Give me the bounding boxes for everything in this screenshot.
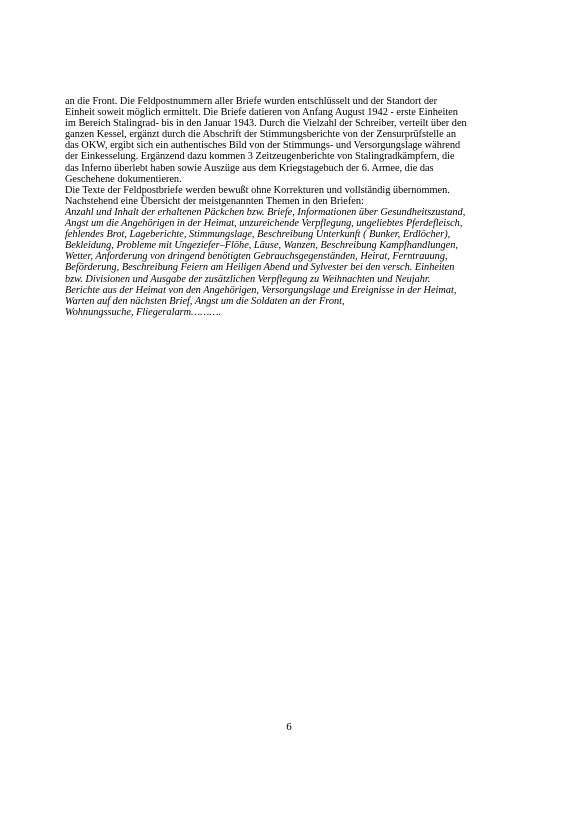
text-line: Einheit soweit möglich ermittelt. Die Briefe datieren von Anfang August 1942 - erste Einheiten: [65, 107, 458, 119]
topic-line: Wetter, Anforderung von dringend benötigten Gebrauchsgegenständen, Heirat, Ferntrauung,: [65, 251, 448, 263]
topic-line: Bekleidung, Probleme mit Ungeziefer–Flöhe, Läuse, Wanzen, Beschreibung Kampfhandlungen,: [65, 240, 458, 252]
topic-line: Angst um die Angehörigen in der Heimat, unzureichende Verpflegung, ungeliebtes Pferdefleisch,: [65, 218, 463, 230]
text-line: an die Front. Die Feldpostnummern aller Briefe wurden entschlüsselt und der Standort der: [65, 96, 438, 107]
topic-line: Berichte aus der Heimat von den Angehörigen, Versorgungslage und Ereignisse in der Heimat,: [65, 284, 457, 296]
topics-list: [65, 207, 525, 318]
topic-line: Warten auf den nächsten Brief, Angst um die Soldaten an der Front,: [65, 295, 345, 307]
topic-line: bzw. Divisionen und Ausgabe der zusätzlichen Verpflegung zu Weihnachten und Neujahr.: [65, 273, 431, 285]
text-line: Nachstehend eine Übersicht der meistgenannten Themen in den Briefen:: [65, 195, 364, 207]
body-text: [65, 96, 525, 318]
text-line: Geschehene dokumentieren.: [65, 173, 182, 185]
topic-line: fehlendes Brot, Lageberichte, Stimmungslage, Beschreibung Unterkunft ( Bunker, Erdlöcher),: [65, 229, 451, 241]
text-line: der Einkesselung. Ergänzend dazu kommen 3 Zeitzeugenberichte von Stalingradkämpfern, die: [65, 151, 455, 163]
text-line: Die Texte der Feldpostbriefe werden bewußt ohne Korrekturen und vollständig übernommen.: [65, 184, 450, 196]
text-line: das Inferno überlebt haben sowie Auszüge aus dem Kriegstagebuch der 6. Armee, die das: [65, 162, 434, 174]
intro-paragraph: [65, 96, 525, 207]
topic-line: Wohnungssuche, Fliegeralarm……….: [65, 306, 222, 318]
topic-line: Anzahl und Inhalt der erhaltenen Päckchen bzw. Briefe, Informationen über Gesundheitszustand,: [65, 206, 466, 218]
text-line: ganzen Kessel, ergänzt durch die Abschrift der Stimmungsberichte von der Zensurprüfstelle an: [65, 129, 456, 141]
topic-line: Beförderung, Beschreibung Feiern am Heiligen Abend und Sylvester bei den versch. Einheiten: [65, 262, 455, 274]
text-line: im Bereich Stalingrad- bis in den Januar 1943. Durch die Vielzahl der Schreiber, verteilt über den: [65, 118, 467, 130]
page-number: 6: [286, 721, 292, 733]
text-line: das OKW, ergibt sich ein authentisches Bild von der Stimmungs- und Versorgungslage während: [65, 140, 461, 152]
